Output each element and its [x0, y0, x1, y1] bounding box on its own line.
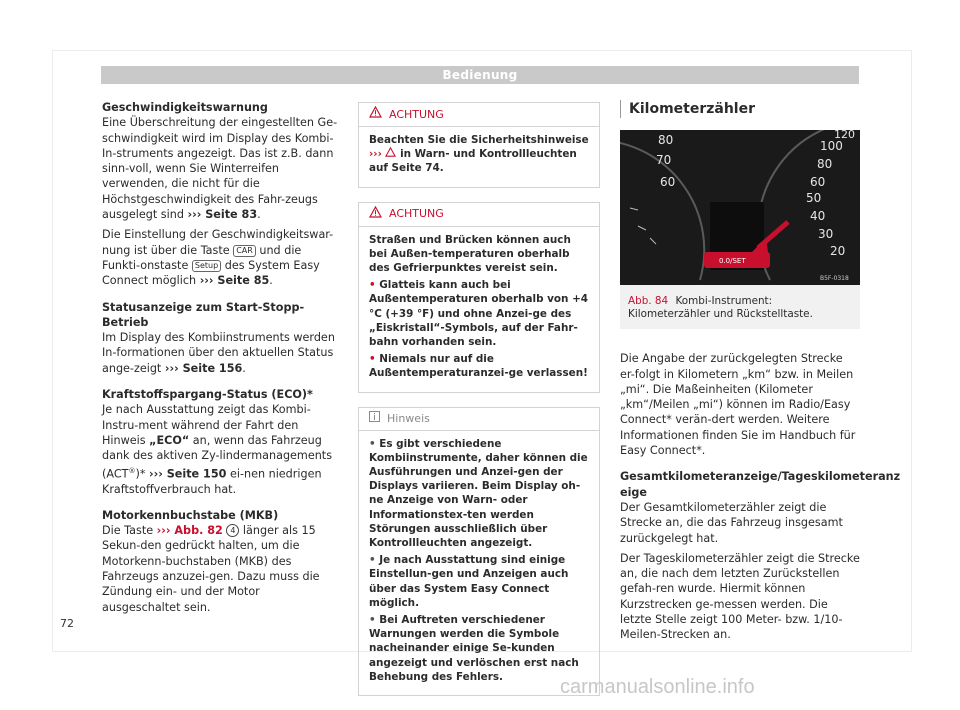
bullet-icon: • [369, 353, 376, 366]
instrument-cluster-image [620, 130, 860, 285]
paragraph-start-stop: Im Display des Kombiinstruments werden In-formationen über den aktuellen Status ange-zeigt ››› Seite 156. [102, 331, 335, 375]
bullet-icon: • [369, 279, 376, 292]
gauge-label: 120 [834, 130, 855, 141]
bullet-icon: • [369, 554, 376, 567]
note-bullet: • Je nach Ausstattung sind einige Einstellun-gen und Anzeigen auch über das System Easy Connect möglich. [369, 554, 569, 609]
gauge-label: 40 [810, 209, 826, 223]
callout-number: 4 [226, 524, 239, 537]
warning-box-title: ACHTUNG [359, 103, 599, 127]
caption-label: Abb. 84 [628, 295, 669, 308]
setup-key: Setup [192, 260, 221, 272]
warning-box-title: ACHTUNG [359, 203, 599, 227]
paragraph-speed-warning: Eine Überschreitung der eingestellten Ge-schwindigkeit wird im Display des Kombi-In-struments angezeigt. Das ist z.B. dann sinn-voll, wenn Sie Winterreifen verwenden, die nicht für die Höchstgeschwindigkeit des Fahr-zeugs ausgelegt sind ››› Seite 83. [102, 116, 338, 222]
paragraph-trip: Der Tageskilometerzähler zeigt die Strecke an, die nach dem letzten Zurückstellen gefah-ren wurde. Hiermit können Kurzstrecken ge-messen werden. Die letzte Stelle zeigt 100 Meter- bzw. 1/10-Meilen-Strecken an. [620, 551, 860, 642]
page-link[interactable]: ››› Seite 156 [164, 361, 243, 375]
warning-bullet: • Glatteis kann auch bei Außentemperaturen oberhalb von +4 °C (+39 °F) und ohne Anzei-ge des „Eiskristall“-Symbols, auf der Fahr-bahn vorhanden sein. [369, 279, 589, 349]
gauge-label: 30 [818, 227, 834, 241]
gauge-label: 100 [820, 139, 843, 153]
note-bullet: • Es gibt verschiedene Kombiinstrumente, daher können die Ausführungen und Anzei-gen der Displays variieren. Beim Display oh-ne Anzeige von Warn- oder Informationstex-ten werden Störungen ausschließlich über Kontrollleuchten angezeigt. [369, 437, 588, 550]
watermark: carmanualsonline.info [560, 676, 755, 698]
heading-speed-warning: Geschwindigkeitswarnung [102, 101, 268, 114]
bullet-icon: • [369, 437, 376, 450]
figure-caption: Abb. 84 Kombi-Instrument: Kilometerzähler und Rückstelltaste. [628, 295, 813, 321]
figure-link[interactable]: ››› Abb. 82 [156, 524, 223, 538]
column-middle [358, 102, 600, 710]
bullet-icon: • [369, 614, 376, 627]
gauge-label: 80 [817, 157, 833, 171]
warning-intro: Straßen und Brücken können auch bei Außen-temperaturen oberhalb des Gefrierpunktes vereist sein. [369, 233, 571, 275]
odometer-display: 0.0/SET [719, 257, 746, 265]
gauge-label: 60 [660, 175, 676, 189]
page-link[interactable]: ››› Seite 85 [199, 274, 270, 288]
note-bullet: • Bei Auftreten verschiedener Warnungen werden die Symbole nacheinander einige Se-kunden angezeigt und verlöschen erst nach Behebung des Fehlers. [369, 614, 579, 683]
column-right [620, 100, 901, 648]
page-number: 72 [60, 617, 74, 630]
paragraph-units: Die Angabe der zurückgelegten Strecke er-folgt in Kilometern „km“ bzw. in Meilen „mi“. Die Maßeinheiten (Kilometer „km“/Meilen „mi“) können im Radio/Easy Connect* verän-dert werden. Weitere Informationen finden Sie im Handbuch für Easy Connect*. [620, 352, 856, 458]
warning-box [358, 202, 600, 393]
paragraph-eco: Je nach Ausstattung zeigt das Kombi-Instru-ment während der Fahrt den Hinweis „ECO“ an, wenn das Fahrzeug dank des aktiven Zy-lindermanagements (ACT®)* ››› Seite 150 ei-nen niedrigen Kraftstoffverbrauch hat. [102, 403, 333, 496]
warning-triangle-icon [385, 148, 396, 160]
page-link[interactable]: ››› [369, 148, 382, 161]
paragraph-total: Der Gesamtkilometerzähler zeigt die Strecke an, die das Fahrzeug insgesamt zurückgelegt hat. [620, 500, 843, 545]
heading-eco: Kraftstoffspargang-Status (ECO)* [102, 388, 313, 402]
paragraph-mkb: Die Taste ››› Abb. 82 4 länger als 15 Sekun-den gedrückt halten, um die Motorkenn-buchstaben (MKB) des Fahrzeugs anzuzei-gen. Dazu muss die Zündung ein- und der Motor ausgeschaltet sein. [102, 524, 320, 614]
page-link[interactable]: ››› Seite 150 [149, 467, 227, 481]
gauge-label: 70 [656, 153, 672, 167]
gauge-label: 60 [810, 175, 826, 189]
info-icon [369, 411, 380, 427]
gauge-label: 50 [806, 191, 822, 205]
gauge-label: 20 [830, 244, 846, 258]
figure-instrument-cluster [620, 130, 860, 329]
note-box-title: Hinweis [359, 408, 599, 431]
heading-start-stop: Statusanzeige zum Start-Stopp-Betrieb [102, 300, 305, 329]
gauge-label: 80 [658, 133, 674, 147]
heading-odometer: Gesamtkilometeranzeige/Tageskilometeranz eige [620, 470, 901, 499]
warning-triangle-icon [369, 206, 382, 223]
paragraph-speed-setting: Die Einstellung der Geschwindigkeitswar-nung ist über die Taste CAR und die Funkti-onstaste Setup des System Easy Connect möglich ››› Seite 85. [102, 228, 334, 288]
figure-code: B5F-0318 [820, 275, 849, 282]
warning-text: Beachten Sie die Sicherheitshinweise ››› in Warn- und Kontrollleuchten auf Seite 74. [369, 134, 589, 175]
note-box [358, 407, 600, 696]
column-left [102, 100, 338, 620]
warning-triangle-icon [369, 106, 382, 123]
car-key-icon: CAR [233, 245, 256, 257]
page-link[interactable]: ››› Seite 83 [187, 208, 258, 222]
warning-bullet: • Niemals nur auf die Außentemperaturanzei-ge verlassen! [369, 353, 588, 380]
warning-box [358, 102, 600, 188]
heading-mkb: Motorkennbuchstabe (MKB) [102, 508, 279, 522]
section-title: Kilometerzähler [620, 100, 860, 118]
section-header: Bedienung [101, 66, 859, 84]
